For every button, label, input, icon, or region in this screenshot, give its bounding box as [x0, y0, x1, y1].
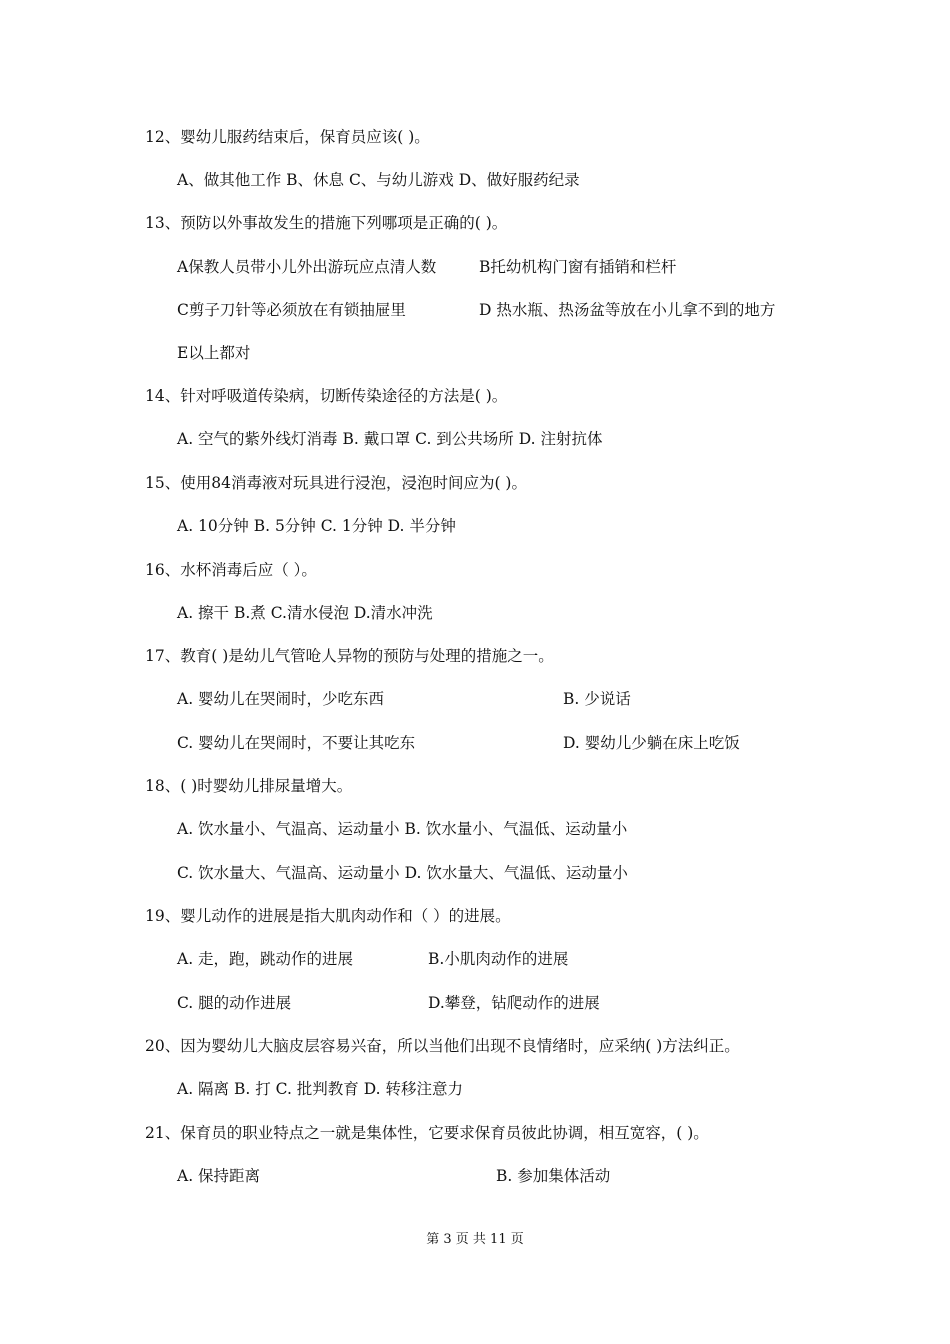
question-options: A. 隔离 B. 打 C. 批判教育 D. 转移注意力 [177, 1080, 463, 1098]
question-option: D 热水瓶、热汤盆等放在小儿拿不到的地方 [479, 301, 776, 319]
question-option: B. 少说话 [563, 690, 631, 708]
question-options: A. 饮水量小、气温高、运动量小 B. 饮水量小、气温低、运动量小 [177, 820, 628, 838]
question-stem: 16、水杯消毒后应（ ）。 [145, 561, 317, 579]
question-stem: 20、因为婴幼儿大脑皮层容易兴奋，所以当他们出现不良情绪时，应采纳( )方法纠正。 [145, 1037, 740, 1055]
question-option: A保教人员带小儿外出游玩应点清人数 [177, 258, 437, 276]
question-stem: 12、婴幼儿服药结束后，保育员应该( )。 [145, 128, 430, 146]
question-option: E以上都对 [177, 344, 251, 362]
question-stem: 13、预防以外事故发生的措施下列哪项是正确的( )。 [145, 214, 508, 232]
question-stem: 18、( )时婴幼儿排尿量增大。 [145, 777, 353, 795]
question-stem: 17、教育( )是幼儿气管呛人异物的预防与处理的措施之一。 [145, 647, 554, 665]
question-options: C. 饮水量大、气温高、运动量小 D. 饮水量大、气温低、运动量小 [177, 864, 628, 882]
question-option: A. 走，跑，跳动作的进展 [177, 950, 354, 968]
question-option: C. 腿的动作进展 [177, 994, 292, 1012]
question-stem: 15、使用84消毒液对玩具进行浸泡，浸泡时间应为( )。 [145, 474, 527, 492]
question-option: B.小肌肉动作的进展 [428, 950, 569, 968]
question-stem: 19、婴儿动作的进展是指大肌肉动作和（ ）的进展。 [145, 907, 511, 925]
question-option: A. 保持距离 [177, 1167, 261, 1185]
question-option: B. 参加集体活动 [496, 1167, 611, 1185]
question-option: B托幼机构门窗有插销和栏杆 [479, 258, 677, 276]
question-options: A、做其他工作 B、休息 C、与幼儿游戏 D、做好服药纪录 [177, 171, 580, 189]
question-option: D.攀登，钻爬动作的进展 [428, 994, 600, 1012]
page-footer: 第 3 页 共 11 页 [426, 1232, 524, 1247]
question-options: A. 擦干 B.煮 C.清水侵泡 D.清水冲洗 [177, 604, 433, 622]
question-option: C剪子刀针等必须放在有锁抽屉里 [177, 301, 406, 319]
question-stem: 14、针对呼吸道传染病，切断传染途径的方法是( )。 [145, 387, 508, 405]
question-stem: 21、保育员的职业特点之一就是集体性，它要求保育员彼此协调，相互宽容，( )。 [145, 1124, 709, 1142]
question-option: A. 婴幼儿在哭闹时，少吃东西 [177, 690, 385, 708]
question-options: A. 10分钟 B. 5分钟 C. 1分钟 D. 半分钟 [177, 517, 456, 535]
question-option: C. 婴幼儿在哭闹时，不要让其吃东 [177, 734, 416, 752]
question-options: A. 空气的紫外线灯消毒 B. 戴口罩 C. 到公共场所 D. 注射抗体 [177, 430, 603, 448]
question-option: D. 婴幼儿少躺在床上吃饭 [563, 734, 740, 752]
